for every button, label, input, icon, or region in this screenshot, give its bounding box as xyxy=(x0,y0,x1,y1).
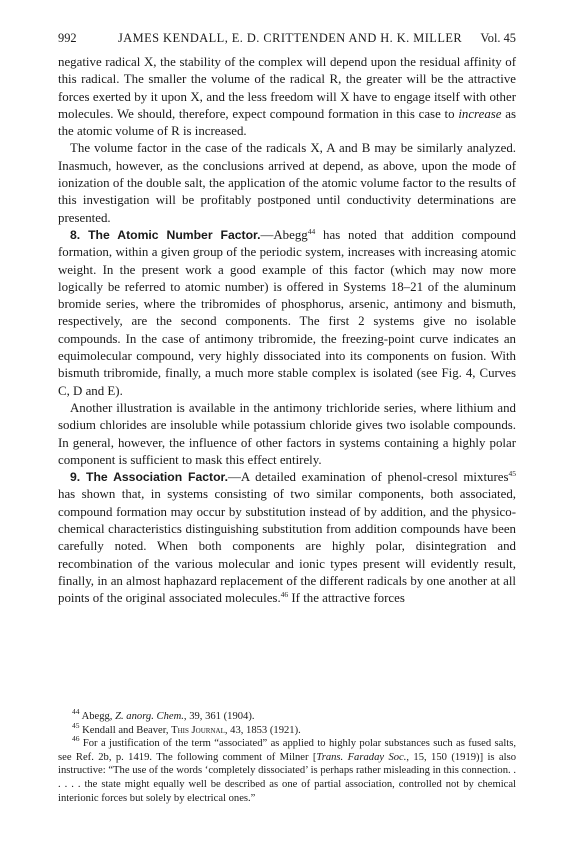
footnote-46 xyxy=(58,734,516,805)
paragraph-radical-x xyxy=(58,54,516,140)
section-association-factor xyxy=(58,469,516,607)
footnote-ref: 45 xyxy=(508,469,516,479)
footnotes xyxy=(58,707,516,805)
footnote-45 xyxy=(58,720,516,738)
authors-running-title: JAMES KENDALL, E. D. CRITTENDEN AND H. K. MILLER xyxy=(118,31,463,45)
text-run: has noted that addition compound formation, within a given group of the periodic system, increases with increasing atomic weight. In the present work a good example of this factor (which may now more logically be referred to atomic number) is offered in Systems 18–21 of the aluminum bromide series, where the tribromides of phosphorus, arsenic, antimony and bismuth, respectively, are the second components. The first 2 systems give no isolable compounds. In the case of antimony tribromide, the freezing-point curve indicates an equimolecular compound, very highly dissociated into its components on fusion. With bismuth tribromide, finally, a much more stable complex is isolated (see Fig. 4, Curves C, D and E). xyxy=(58,227,516,398)
footnote-ref: 44 xyxy=(307,226,316,236)
text-run: If the attractive forces xyxy=(288,591,405,606)
text-run: Kendall and Beaver, xyxy=(79,724,172,736)
text-run: For a justification of the term “associated” as applied to highly polar substances such as fused salts, see Ref. 2b, p. 1419. The following comment of Milner [ xyxy=(58,738,516,763)
section-atomic-number-factor xyxy=(58,227,516,400)
footnote-44 xyxy=(58,707,516,724)
paragraph-antimony-trichloride: Another illustration is available in the antimony trichloride series, where lithium and sodium chlorides are insoluble while potassium chloride gives two isolable compounds. In general, however, the influence of other factors in systems containing a highly polar component is sufficient to mask this effect entirely. xyxy=(58,400,516,467)
text-run: , 39, 361 (1904). xyxy=(183,711,255,722)
footnote-number: 46 xyxy=(72,734,80,744)
text-run: Abegg, xyxy=(79,711,116,722)
footnote-number: 44 xyxy=(72,707,80,716)
text-run: negative radical X, the stability of the complex will depend upon the residual affinity of this radical. The smaller the volume of the radical R, the greater will be the attractive forces exerted by it upon X, and the less freedom will X have to engage itself with other molecules. We should, therefore, expect compound formation in this case to xyxy=(58,55,516,121)
text-run: has shown that, in systems consisting of two similar components, both associated, compound formation may occur by substitution instead of by addition, and the physico-chemical characteristics distinguishing substitution from addition compounds have been carefully noted. When both components are highly polar, disintegration and recombination of the various molecular and ionic types present will evidently result, finally, in an almost haphazard replacement of the different radicals by one another at all points of the original associated molecules. xyxy=(58,487,516,606)
footnote-number: 45 xyxy=(72,720,80,730)
volume-label: Vol. 45 xyxy=(480,31,516,45)
emphasis: increase xyxy=(458,106,502,121)
text-run: —A detailed examination of phenol-cresol mixtures xyxy=(228,470,509,485)
text-run: —Abegg xyxy=(260,227,308,242)
text-run: , 43, 1853 (1921). xyxy=(224,724,301,736)
journal-title: This Journal xyxy=(171,724,225,736)
body-text xyxy=(58,54,516,608)
journal-title: Z. anorg. Chem. xyxy=(115,711,184,722)
footnote-ref: 46 xyxy=(280,590,289,600)
text-run: as the atomic volume of R is increased. xyxy=(58,106,516,139)
journal-title: Trans. Faraday Soc. xyxy=(316,751,407,763)
paragraph-volume-factor: The volume factor in the case of the radicals X, A and B may be similarly analyzed. Inasmuch, however, as the conclusions arrived at depend, as above, upon the mode of ionization of the double salt, the application of the atomic volume factor to the results of this investigation will be profitably postponed until conductivity determinations are presented. xyxy=(58,141,516,225)
section-heading: 9. The Association Factor. xyxy=(70,470,228,485)
text-run: , 15, 150 (1919)] is also instructive: “The use of the words ‘completely dissociated’ is perhaps rather misleading in this connection. . . . . . the state might equally well be described as one of partial association, controlled not by chemical interionic forces but solely by electrical ones.” xyxy=(58,751,516,804)
page-number: 992 xyxy=(58,31,77,45)
section-heading: 8. The Atomic Number Factor. xyxy=(70,227,261,242)
